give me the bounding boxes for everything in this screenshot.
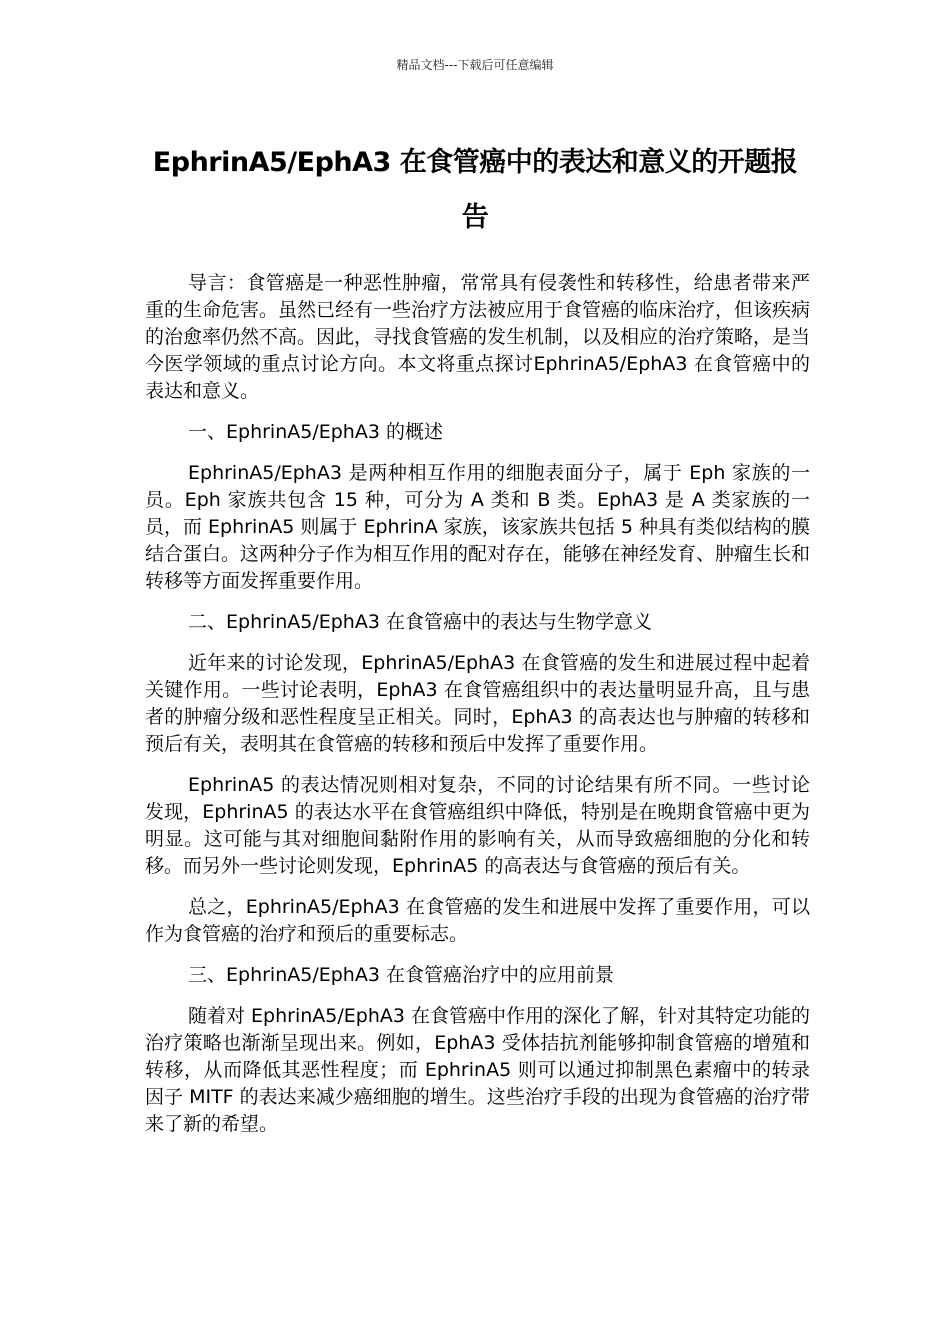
section-2-heading: 二、EphrinA5/EphA3 在食管癌中的表达与生物学意义 <box>188 611 652 633</box>
section-2-summary-paragraph: 总之，EphrinA5/EphA3 在食管癌的发生和进展中发挥了重要作用，可以作为食管癌的治疗和预后的重要标志。 <box>145 896 810 945</box>
intro-paragraph: 导言：食管癌是一种恶性肿瘤，常常具有侵袭性和转移性，给患者带来严重的生命危害。虽然已经有一些治疗方法被应用于食管癌的临床治疗，但该疾病的治愈率仍然不高。因此，寻找食管癌的发生机制，以及相应的治疗策略，是当今医学领域的重点讨论方向。本文将重点探讨EphrinA5/EphA3 在食管癌中的表达和意义。 <box>145 272 811 402</box>
document-body <box>145 270 810 1152</box>
document-title: EphrinA5/EphA3 在食管癌中的表达和意义的开题报告 <box>152 147 798 233</box>
section-1-heading: 一、EphrinA5/EphA3 的概述 <box>188 421 443 443</box>
section-2-paragraph: 近年来的讨论发现，EphrinA5/EphA3 在食管癌的发生和进展过程中起着关键作用。一些讨论表明，EphA3 在食管癌组织中的表达量明显升高，且与患者的肿瘤分级和恶性程度呈正相关。同时，EphA3 的高表达也与肿瘤的转移和预后有关，表明其在食管癌的转移和预后中发挥了重要作用。 <box>145 652 810 755</box>
section-1-paragraph: EphrinA5/EphA3 是两种相互作用的细胞表面分子，属于 Eph 家族的一员。Eph 家族共包含 15 种，可分为 A 类和 B 类。EphA3 是 A 类家族的一员，而 EphrinA5 则属于 EphrinA 家族，该家族共包括 5 种具有类似结构的膜结合蛋白。这两种分子作为相互作用的配对存在，能够在神经发育、肿瘤生长和转移等方面发挥重要作用。 <box>145 462 811 592</box>
section-2-paragraph: EphrinA5 的表达情况则相对复杂，不同的讨论结果有所不同。一些讨论发现，EphrinA5 的表达水平在食管癌组织中降低，特别是在晚期食管癌中更为明显。这可能与其对细胞间黏附作用的影响有关，从而导致癌细胞的分化和转移。而另外一些讨论则发现，EphrinA5 的高表达与食管癌的预后有关。 <box>145 774 810 877</box>
page-header-watermark: 精品文档---下载后可任意编辑 <box>396 58 554 72</box>
section-3-paragraph: 随着对 EphrinA5/EphA3 在食管癌中作用的深化了解，针对其特定功能的治疗策略也渐渐呈现出来。例如，EphA3 受体拮抗剂能够抑制食管癌的增殖和转移，从而降低其恶性程度；而 EphrinA5 则可以通过抑制黑色素瘤中的转录因子 MITF 的表达来减少癌细胞的增生。这些治疗手段的出现为食管癌的治疗带来了新的希望。 <box>145 1005 811 1135</box>
section-3-heading: 三、EphrinA5/EphA3 在食管癌治疗中的应用前景 <box>188 964 614 986</box>
